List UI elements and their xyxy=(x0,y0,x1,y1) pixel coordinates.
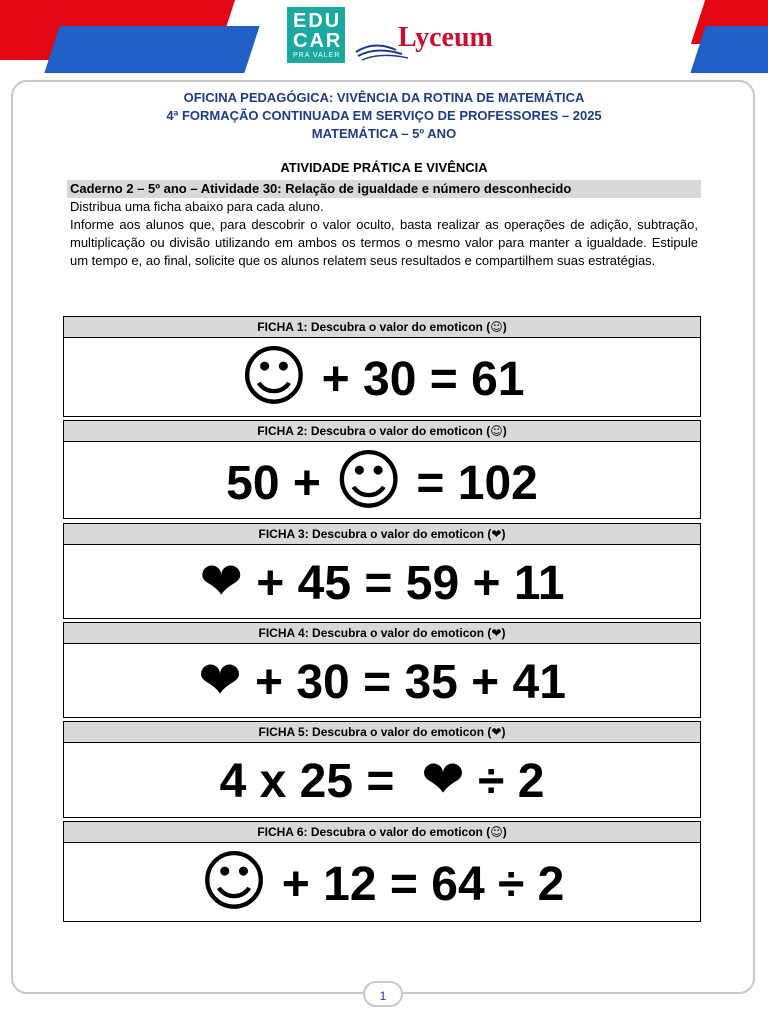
header-line-3: MATEMÁTICA – 5º ANO xyxy=(311,126,457,141)
ficha-6-title: FICHA 6: Descubra o valor do emoticon (☺) xyxy=(64,822,700,843)
heart-icon: ❤ xyxy=(491,725,502,739)
ficha-1 xyxy=(63,316,701,417)
ficha-3-title: FICHA 3: Descubra o valor do emoticon (❤) xyxy=(64,524,700,545)
ficha-6-equation: ☺ + 12 = 64 ÷ 2 xyxy=(199,843,565,920)
decorative-blue-stripe-left xyxy=(44,26,259,73)
smiley-icon: ☺ xyxy=(490,320,503,334)
instruction-paragraph-1: Distribua uma ficha abaixo para cada aluno. xyxy=(70,199,324,214)
heart-icon: ❤ xyxy=(491,626,502,640)
ficha-6 xyxy=(63,821,701,922)
educar-logo-line1: EDU xyxy=(293,10,342,32)
smiley-icon: ☺ xyxy=(239,338,309,415)
heart-icon: ❤ xyxy=(491,527,502,541)
smiley-icon: ☺ xyxy=(490,825,503,839)
caderno-title: Caderno 2 – 5º ano – Atividade 30: Relação de igualdade e número desconhecido xyxy=(67,180,701,198)
heart-icon: ❤ xyxy=(198,651,242,711)
ficha-2 xyxy=(63,420,701,519)
page-number: 1 xyxy=(363,981,403,1007)
educar-logo-line2: CAR xyxy=(293,30,343,52)
ficha-3 xyxy=(63,523,701,619)
activity-title: ATIVIDADE PRÁTICA E VIVÊNCIA xyxy=(280,160,488,175)
ficha-4 xyxy=(63,622,701,718)
educar-logo-tagline: PRA VALER xyxy=(293,52,341,59)
ficha-2-equation: 50 + ☺ = 102 xyxy=(226,442,538,519)
header-line-1: OFICINA PEDAGÓGICA: VIVÊNCIA DA ROTINA DE MATEMÁTICA xyxy=(183,90,585,105)
ficha-5-title: FICHA 5: Descubra o valor do emoticon (❤) xyxy=(64,722,700,743)
educar-logo xyxy=(287,7,345,63)
smiley-icon: ☺ xyxy=(490,424,503,438)
instruction-paragraph-2: Informe aos alunos que, para descobrir o valor oculto, basta realizar as operações de adição, subtração, multiplicação ou divisão utilizando em ambos os termos o mesmo valor para manter a igualdade. Estipule um tempo e, ao final, solicite que os alunos relatem seus resultados e compartilhem suas estratégias. xyxy=(70,217,698,268)
smiley-icon: ☺ xyxy=(199,843,269,920)
lyceum-logo xyxy=(352,14,492,64)
lyceum-logo-text: Lyceum xyxy=(398,22,493,53)
ficha-3-equation: ❤ + 45 = 59 + 11 xyxy=(199,552,565,612)
smiley-icon: ☺ xyxy=(334,442,404,519)
ficha-5 xyxy=(63,721,701,818)
ficha-4-title: FICHA 4: Descubra o valor do emoticon (❤) xyxy=(64,623,700,644)
heart-icon: ❤ xyxy=(199,552,243,612)
document-header xyxy=(0,89,768,143)
ficha-4-equation: ❤ + 30 = 35 + 41 xyxy=(198,651,566,711)
heart-icon: ❤ xyxy=(421,750,465,810)
header-line-2: 4ª FORMAÇÃO CONTINUADA EM SERVIÇO DE PROFESSORES – 2025 xyxy=(166,108,602,123)
ficha-5-equation: 4 x 25 = ❤ ÷ 2 xyxy=(219,750,545,810)
ficha-1-title: FICHA 1: Descubra o valor do emoticon (☺) xyxy=(64,317,700,338)
ficha-1-equation: ☺ + 30 = 61 xyxy=(239,338,525,415)
ficha-2-title: FICHA 2: Descubra o valor do emoticon (☺) xyxy=(64,421,700,442)
